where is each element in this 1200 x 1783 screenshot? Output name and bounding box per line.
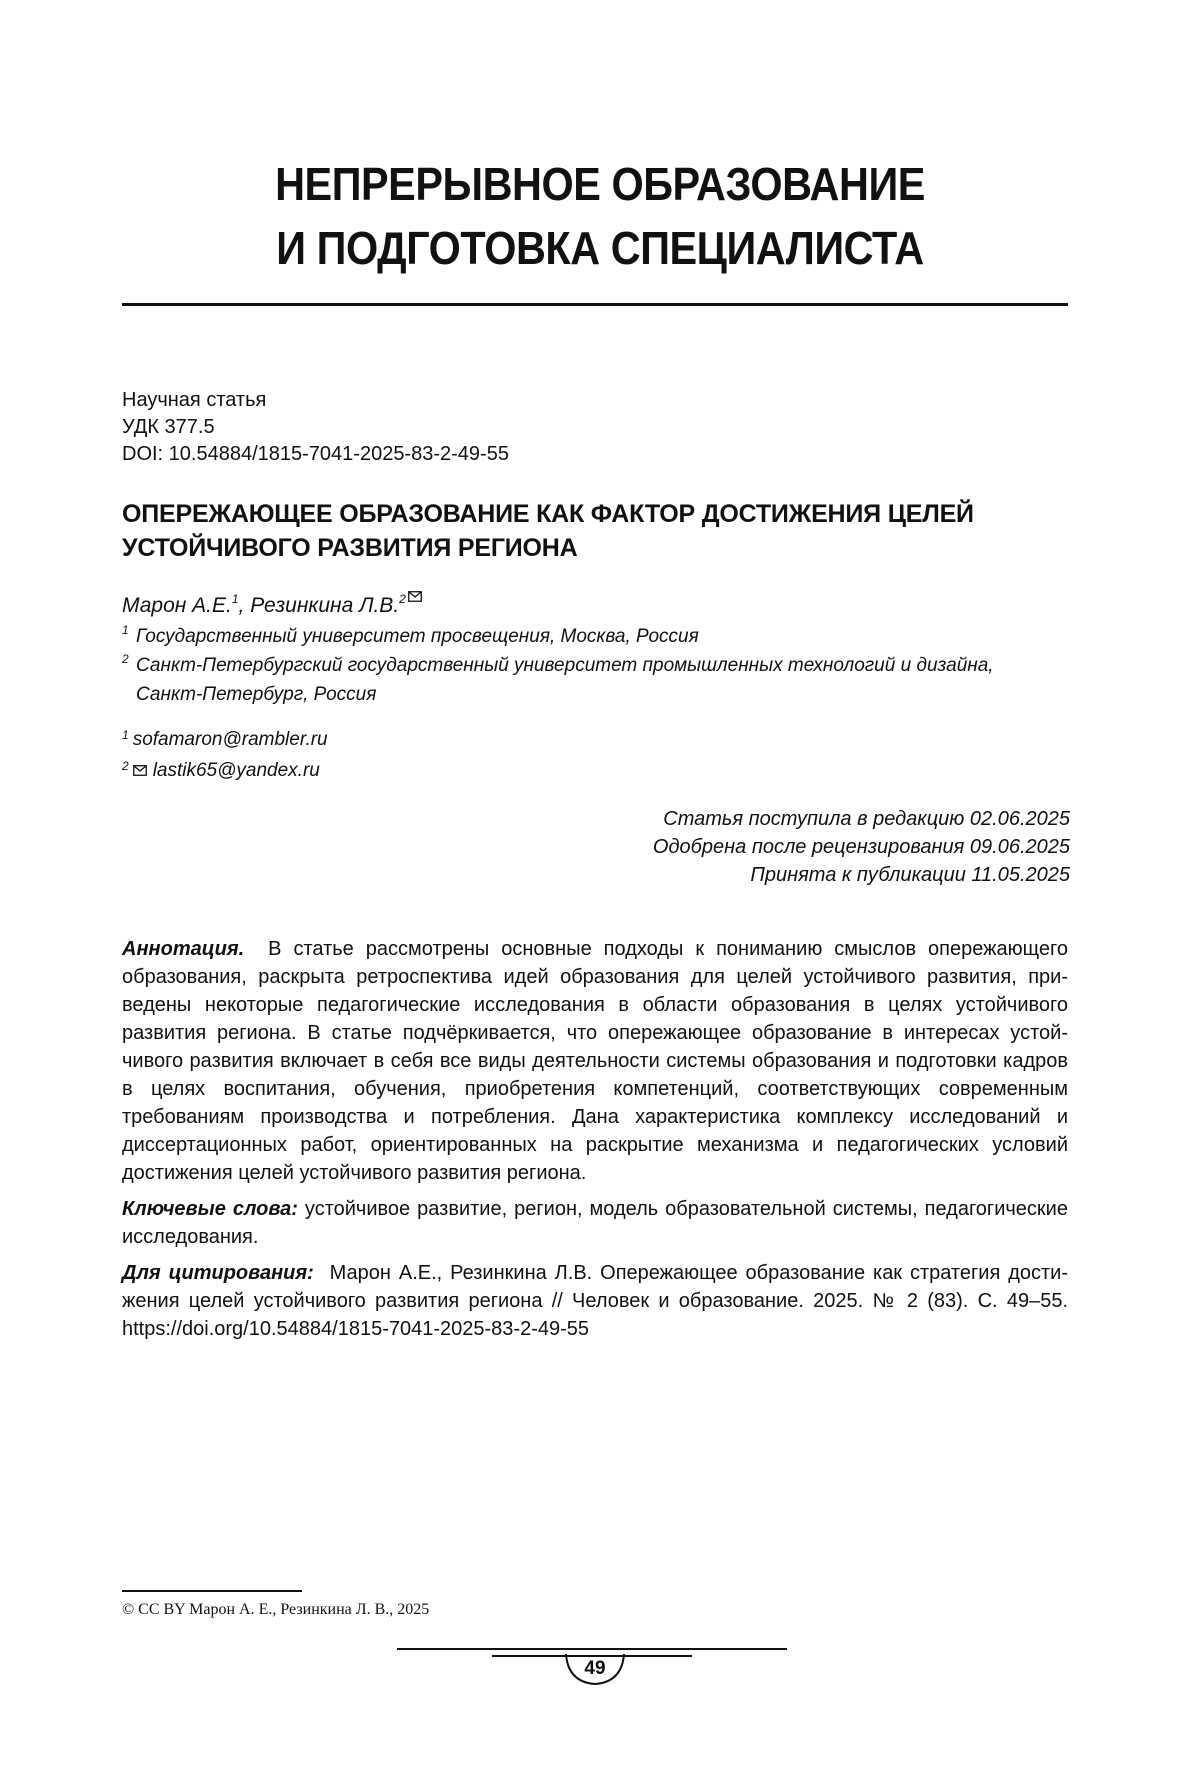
publication-dates (653, 805, 1070, 889)
email-link[interactable]: lastik65@yandex.ru (152, 760, 320, 781)
email-item (122, 756, 328, 787)
udc-code: УДК 377.5 (122, 416, 215, 438)
section-heading-line-1: НЕПРЕРЫВНОЕ ОБРАЗОВАНИЕ (275, 158, 925, 210)
mail-icon (408, 591, 422, 602)
affiliations (122, 622, 1082, 709)
article-title-line-2: УСТОЙЧИВОГО РАЗВИТИЯ РЕГИОНА (122, 534, 578, 562)
email-number: 2 (122, 759, 129, 773)
author-list (122, 585, 428, 620)
citation-text: Марон А.Е., Резинкина Л.В. Опережающее образование как стратегия достижения целей устойчивого развития региона // Человек и образование. 2025. № 2 (83). С. 49–55. https://doi.org/10.54884/1815-7041-2025-83-2-49-55 (122, 1262, 1068, 1340)
affiliation-text: Санкт-Петербургский государственный университет промышленных технологий и дизайна, (136, 655, 994, 676)
author-name: Резинкина Л.В. (250, 594, 400, 617)
header-divider (122, 303, 1068, 306)
date-approved: Одобрена после рецензирования 09.06.2025 (652, 836, 1070, 858)
author-affiliation-marker: 2 (399, 592, 406, 606)
abstract-block (122, 935, 1068, 1351)
page-number: 49 (584, 1658, 606, 1679)
abstract-text: В статье рассмотрены основные подходы к пониманию смыслов опережающего образования, раскрыта ретроспектива идей образования для целей устойчивого развития, приведены некоторые педагогические исследования в области образования в целях устойчивого развития региона. В статье подчёркивается, что опережающее образование в интересах устойчивого развития включает в себя все виды деятельности системы образования и подготовки кадров в целях воспитания, обучения, приобретения компетенций, соответствующих современным требованиям производства и потребления. Дана характеристика комплексу исследований и диссертационных работ, ориентированных на раскрытие механизма и педагогических условий достижения целей устойчивого развития региона. (122, 938, 1068, 1184)
date-received: Статья поступила в редакцию 02.06.2025 (663, 808, 1070, 830)
email-item (122, 725, 328, 756)
citation (122, 1259, 1068, 1343)
affiliation-item (122, 651, 1082, 680)
article-title (122, 497, 1082, 565)
keywords (122, 1195, 1068, 1251)
copyright-notice: © CC BY Марон А. Е., Резинкина Л. В., 2025 (122, 1601, 430, 1618)
keywords-text: устойчивое развитие, регион, модель образовательной системы, педагогические исследования. (122, 1198, 1068, 1248)
abstract-label: Аннотация. (122, 938, 245, 960)
folio-rule (397, 1648, 787, 1650)
author-separator: , (238, 594, 251, 617)
footnote-divider (122, 1590, 302, 1592)
affiliation-item (122, 622, 1082, 651)
article-type: Научная статья (122, 389, 267, 411)
date-accepted: Принята к публикации 11.05.2025 (750, 864, 1070, 886)
affiliation-number: 1 (122, 623, 129, 637)
mail-icon (133, 765, 147, 776)
affiliation-text-continued: Санкт-Петербург, Россия (136, 684, 377, 705)
affiliation-text: Государственный университет просвещения, Москва, Россия (136, 626, 699, 647)
doi: DOI: 10.54884/1815-7041-2025-83-2-49-55 (122, 443, 509, 465)
section-heading-line-2: И ПОДГОТОВКА СПЕЦИАЛИСТА (276, 222, 924, 274)
keywords-label: Ключевые слова: (122, 1198, 298, 1220)
affiliation-number: 2 (122, 652, 129, 666)
abstract (122, 935, 1068, 1187)
article-title-line-1: ОПЕРЕЖАЮЩЕЕ ОБРАЗОВАНИЕ КАК ФАКТОР ДОСТИЖЕНИЯ ЦЕЛЕЙ (122, 500, 974, 528)
email-number: 1 (122, 728, 129, 742)
citation-label: Для цитирования: (122, 1262, 314, 1284)
email-link[interactable]: sofamaron@rambler.ru (132, 729, 328, 750)
author-affiliation-marker: 1 (231, 592, 239, 606)
article-meta (122, 387, 509, 468)
section-heading (168, 152, 1032, 280)
contact-emails (122, 725, 328, 787)
author-name: Марон А.Е. (122, 594, 232, 617)
